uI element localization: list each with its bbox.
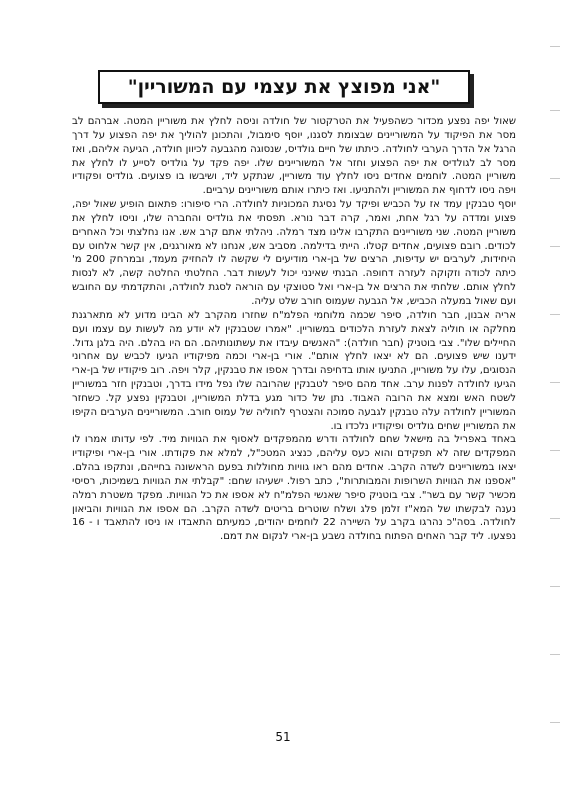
title-box — [98, 70, 470, 104]
paragraph-3: אריה אבנון, חבר חולדה, סיפר שכמה מלוחמי הפלמ"ח שחזרו מהקרב לא הבינו מדוע לא מתארגנת מחלקה או חוליה לצאת לעזרת הלכודים במשוריין. "אמרו שטבנקין לא יודע מה לעשות עם עצמו ועם החיילים שלו". צבי בוטניק (חבר חולדה): "האנשים עיבדו את עשתונותיהם. הם היו בהלם. היה בלגן גדול. ידענו שיש פצועים. הם לא יצאו לחלץ אותם". אורי בן-ארי וכמה מפיקודיו הגיעו לכביש עם אחרוני הנסוגים, עלו על משוריין, התניעו אותו בדחיפה ובדרך אספו את טבנקין, קלר ויפה. רוב פיקודיו של בן-ארי הגיעו לחולדה לפנות ערב. אחד מהם סיפר לטבנקין שהרובה שלו נפל מידו בדרך, וטבנקין חזר במשוריין לשטח האש ומצא את הרובה האבוד. נתן של כדור מגע בדלת המשוריין, וטבנקין נפצע קל. כשחזר המשוריין לחולדה עלה טבנקין לגבעה סמוכה והצטרף לחוליה של עמוס חורב. המשוריינים הערבים הקיפו את המשוריין שחים גולדיס ופיקודיו נלכדו בו. — [72, 309, 516, 432]
paragraph-4: באחד באפריל בה מישאל שחם לחולדה ודרש מהמפקדים לאסוף את הגוויות מיד. לפי עדותו אמרו לו המפקדים שזה לא תפקידם והוא כעס עליהם, כנציג המטכ"ל, למלא את פקודתו. אורי בן-ארי ופיקודיו יצאו במשוריינים לשדה הקרב. אחדים מהם ראו גוויות מחוללות בפעם הראשונה בחייהם, ונתקפו בהלם. "אספנו את הגוויות השרופות והמבותרות", כתב רפול. ישעיהו שחם: "קבלתי את הגוויות בשמיכות, רסיסי מכשיר קשר עם בשר". צבי בוטניק סיפר שאנשי הפלמ"ח לא אספו את כל הגוויות. מפקד משטרת רמלה נענה לבקשתו של המא"ז זלמן פלג ושלח שוטרים בריטים לשדה הקרב. הם אספו את הגוויות והביאון לחולדה. בסה"כ נהרגו בקרב על השיירה 22 לוחמים יהודים, כמעיתם התאבדו או ניסו להתאבד ו - 16 נפצעו. ליד קבר האחים הפתוח בחולדה נשבע בן-ארי לנקום את דמם. — [72, 434, 516, 543]
binder-margin-marks — [548, 0, 560, 800]
article-body — [72, 115, 516, 544]
paragraph-1: שאול יפה נפצע מכדור כשהפעיל את הטרקטור של חולדה וניסה לחלץ את משוריין המטה. אברהם לב מסר את הפיקוד על המשוריינים שבצומת לסגנו, יוסף סימבול, והתכונן להוליך את יפה הפצוע על דרך הרגל אל הדרך הערבי לחולדה. כיתתו של חיים גולדיס, שנסוגה מהגבעה לכיוון חולדה, הגיעה אליהם, ואז מסר לב לגולדיס את יפה הפצוע וחזר אל המשוריינים שלו. יפה פקד על גולדיס לסייע לו לחלץ את משוריין המטה. לוחמים אחדים ניסו לחלץ עוד משוריין, שנתקע ליד, ושיבשו בו פצועים. גולדיס ופקודיו ויפה ניסו לדחוף את המשוריין ולהתניעו. ואז כיתרו אותם משוריינים ערביים. — [72, 116, 516, 197]
paragraph-2: יוסף טבנקין עמד אז על הכביש ופיקד על נסיגת המכוניות לחולדה. הרי סיפורו: פתאום הופיע שאול יפה, פצוע ומדדה על רגל אחת, ואמר, קרה דבר נורא. תפסתי את גולדיס והחברה שלו, וניסו לחלץ את משוריין המטה. שני משוריינים התקרבו אלינו מצד רמלה. ניהלתי אתם קרב אש. אנו נחלצתי וכל האחרים לכודים. רובם פצועים, אחדים קטלו. הייתי בדילמה. מסביב אש, אנחנו לא מאורגנים, אין קשר אלחוט עם היחידות, לערבים יש עדיפות, הרצים של בן-ארי מודיעים לי שקשה לו להחזיק מעמד, ובמרחק 200 מ' כיתה לכודה וזקוקה לעזרה דחופה. הבנתי שאינני יכול לעשות דבר. החלטתי החלטה קשה, לא לנסות לחלץ אותם. שלחתי את הרצים אל בן-ארי ואל סטוצקי עם הוראה לסגת לחולדה, והתקדמתי עם החובש ועם שאול במעלה הכביש, אל הגבעה שעמוס חורב שלט עליה. — [72, 199, 517, 307]
page-title: "אני מפוצץ את עצמי עם המשוריין" — [127, 76, 441, 98]
page-number: 51 — [275, 730, 291, 744]
